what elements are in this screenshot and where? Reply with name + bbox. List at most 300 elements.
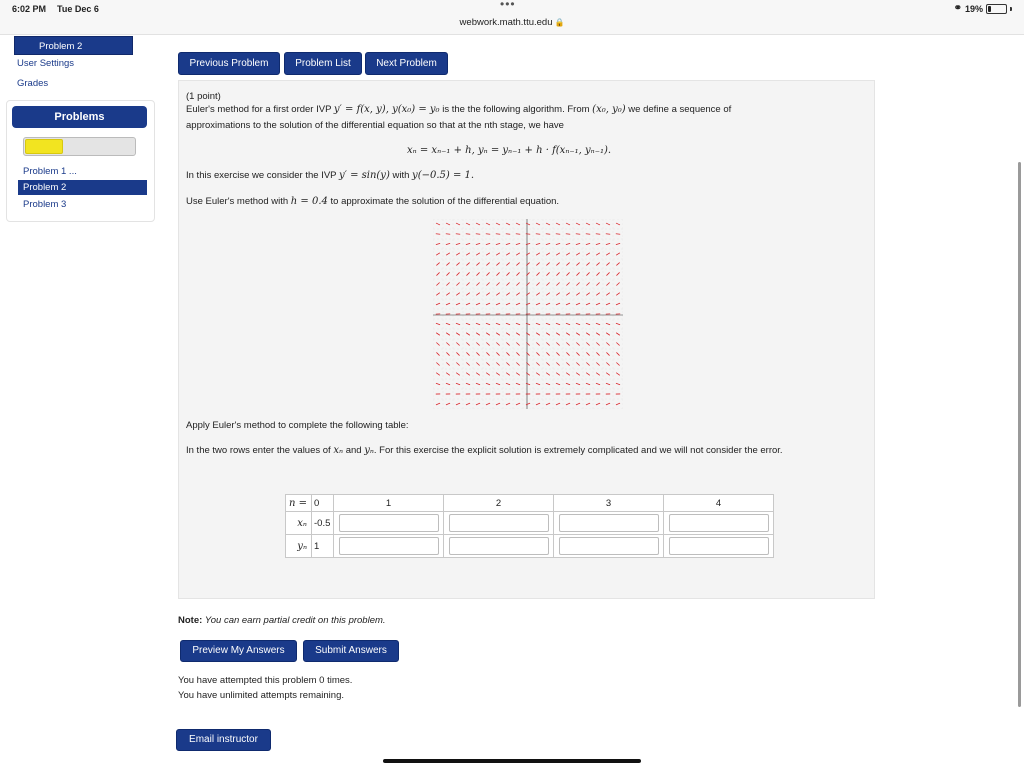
slope-segment xyxy=(596,272,599,275)
slope-segment xyxy=(496,263,499,266)
slope-segment xyxy=(436,243,440,244)
slope-segment xyxy=(486,293,490,296)
slope-segment xyxy=(476,363,479,366)
n-value-3: 3 xyxy=(554,495,664,512)
slope-segment xyxy=(616,223,620,225)
slope-segment xyxy=(466,263,469,266)
address-bar[interactable] xyxy=(0,17,1024,28)
slope-segment xyxy=(586,263,589,266)
slope-segment xyxy=(566,363,569,366)
slope-segment xyxy=(446,373,450,376)
problem-panel xyxy=(178,80,875,599)
slope-segment xyxy=(616,403,620,405)
slope-segment xyxy=(466,272,469,275)
battery-level xyxy=(988,6,991,12)
slope-segment xyxy=(496,363,499,366)
x2-input[interactable] xyxy=(449,514,549,532)
slope-segment xyxy=(506,352,509,355)
slope-segment xyxy=(506,263,509,266)
multitask-dots[interactable]: ••• xyxy=(500,0,516,11)
slope-segment xyxy=(446,383,450,385)
slope-segment xyxy=(466,223,470,225)
slope-segment xyxy=(546,343,549,346)
sidebar-grades[interactable]: Grades xyxy=(17,78,49,89)
slope-segment xyxy=(476,383,480,385)
slope-segment xyxy=(586,383,590,385)
slope-segment xyxy=(616,253,620,255)
slope-segment xyxy=(466,383,470,385)
slope-segment xyxy=(576,383,580,385)
slope-segment xyxy=(536,383,540,385)
slope-segment xyxy=(496,243,500,244)
submit-answers-button[interactable]: Submit Answers xyxy=(303,640,399,662)
slope-segment xyxy=(596,282,599,285)
slope-segment xyxy=(456,333,460,335)
slope-segment xyxy=(466,303,470,305)
slope-segment xyxy=(536,223,540,225)
slope-segment xyxy=(596,303,600,305)
slope-segment xyxy=(526,403,530,405)
slope-segment xyxy=(466,293,470,296)
sidebar-item-problem-1[interactable]: Problem 1 ... xyxy=(23,166,77,177)
slope-segment xyxy=(506,373,510,376)
slope-segment xyxy=(616,373,620,376)
slope-segment xyxy=(436,403,440,405)
slope-segment xyxy=(616,293,620,296)
slope-segment xyxy=(526,223,530,225)
slope-segment xyxy=(556,333,560,335)
attempts-line1: You have attempted this problem 0 times. xyxy=(178,675,353,686)
slope-segment xyxy=(546,403,550,405)
slope-segment xyxy=(506,343,509,346)
slope-segment xyxy=(506,363,509,366)
slope-segment xyxy=(586,323,590,324)
x0-value: -0.5 xyxy=(312,512,334,535)
rows-text-2: . For this exercise the explicit solution is extremely complicated and we will not consider the error. xyxy=(373,445,783,456)
slope-segment xyxy=(606,282,609,285)
slope-segment xyxy=(576,263,579,266)
slope-segment xyxy=(596,352,599,355)
slope-segment xyxy=(586,403,590,405)
problem-list-button[interactable]: Problem List xyxy=(284,52,362,75)
slope-segment xyxy=(506,383,510,385)
slope-segment xyxy=(446,352,449,355)
slope-segment xyxy=(506,243,510,244)
slope-segment xyxy=(576,363,579,366)
slope-segment xyxy=(536,352,539,355)
rows-and: and xyxy=(345,445,362,456)
previous-problem-button[interactable]: Previous Problem xyxy=(178,52,280,75)
slope-segment xyxy=(436,343,439,346)
slope-segment xyxy=(546,282,549,285)
slope-segment xyxy=(456,403,460,405)
slope-segment xyxy=(506,282,509,285)
email-instructor-button[interactable]: Email instructor xyxy=(176,729,271,751)
slope-segment xyxy=(516,403,520,405)
slope-segment xyxy=(516,243,520,244)
slope-segment xyxy=(576,272,579,275)
slope-segment xyxy=(476,343,479,346)
slope-segment xyxy=(616,383,620,385)
use-line xyxy=(186,196,559,207)
slope-segment xyxy=(546,223,550,225)
slope-segment xyxy=(606,272,609,275)
problems-heading: Problems xyxy=(12,106,147,128)
slope-segment xyxy=(616,343,619,346)
slope-segment xyxy=(476,263,479,266)
slope-segment xyxy=(496,343,499,346)
x3-input[interactable] xyxy=(559,514,659,532)
slope-segment xyxy=(526,303,530,305)
slope-segment xyxy=(586,352,589,355)
slope-segment xyxy=(566,352,569,355)
slope-segment xyxy=(456,373,460,376)
slope-segment xyxy=(596,223,600,225)
slope-segment xyxy=(486,403,490,405)
slope-segment xyxy=(606,403,610,405)
ivp-equation: y′ = f(x, y), y(x₀) = y₀ xyxy=(333,104,440,115)
slope-segment xyxy=(566,373,570,376)
slope-segment xyxy=(466,282,469,285)
rows-xn: xₙ xyxy=(333,445,344,456)
slope-segment xyxy=(596,373,600,376)
y3-input[interactable] xyxy=(559,537,659,555)
problems-panel xyxy=(6,100,155,222)
slope-segment xyxy=(596,363,599,366)
problem-intro-line1 xyxy=(186,104,731,115)
slope-segment xyxy=(446,282,449,285)
slope-segment xyxy=(596,243,600,244)
battery-icon xyxy=(986,4,1007,14)
use-text-1: Use Euler's method with xyxy=(186,196,289,207)
slope-segment xyxy=(486,373,490,376)
slope-segment xyxy=(516,253,520,255)
slope-segment xyxy=(616,243,620,244)
slope-segment xyxy=(546,333,550,335)
slope-segment xyxy=(616,323,620,324)
slope-segment xyxy=(566,223,570,225)
slope-segment xyxy=(566,253,570,255)
slope-segment xyxy=(496,352,499,355)
slope-segment xyxy=(436,223,440,225)
slope-segment xyxy=(486,243,490,244)
slope-segment xyxy=(576,352,579,355)
progress-bar xyxy=(23,137,136,156)
slope-segment xyxy=(586,333,590,335)
status-time: 6:02 PM xyxy=(12,4,47,14)
slope-segment xyxy=(606,303,610,305)
slope-segment xyxy=(606,243,610,244)
slope-segment xyxy=(556,243,560,244)
slope-segment xyxy=(496,403,500,405)
slope-segment xyxy=(606,323,610,324)
slope-segment xyxy=(616,303,620,305)
slope-segment xyxy=(596,333,600,335)
y1-input[interactable] xyxy=(339,537,439,555)
slope-segment xyxy=(486,282,489,285)
slope-segment xyxy=(586,272,589,275)
slope-segment xyxy=(576,293,580,296)
slope-segment xyxy=(556,352,559,355)
slope-segment xyxy=(496,253,500,255)
slope-segment xyxy=(446,403,450,405)
slope-segment xyxy=(536,293,540,296)
n-value-2: 2 xyxy=(444,495,554,512)
slope-segment xyxy=(606,363,609,366)
preview-answers-button[interactable]: Preview My Answers xyxy=(180,640,297,662)
slope-segment xyxy=(566,282,569,285)
scroll-indicator[interactable] xyxy=(1018,162,1021,707)
slope-segment xyxy=(466,333,470,335)
slope-segment xyxy=(476,333,480,335)
slope-segment xyxy=(576,243,580,244)
slope-segment xyxy=(486,303,490,305)
slope-segment xyxy=(556,263,559,266)
slope-segment xyxy=(536,363,539,366)
next-problem-button[interactable]: Next Problem xyxy=(365,52,448,75)
slope-segment xyxy=(496,373,500,376)
slope-segment xyxy=(496,303,500,305)
slope-segment xyxy=(456,383,460,385)
slope-segment xyxy=(466,343,469,346)
slope-segment xyxy=(526,323,530,324)
slope-segment xyxy=(566,272,569,275)
slope-segment xyxy=(536,253,540,255)
battery-cap xyxy=(1010,7,1012,11)
slope-segment xyxy=(546,373,550,376)
slope-segment xyxy=(436,323,440,324)
browser-status-bar xyxy=(0,0,1024,35)
slope-segment xyxy=(616,263,619,266)
slope-segment xyxy=(616,272,619,275)
slope-segment xyxy=(496,333,500,335)
slope-segment xyxy=(506,223,510,225)
slope-segment xyxy=(546,243,550,244)
slope-segment xyxy=(456,343,459,346)
slope-segment xyxy=(616,352,619,355)
slope-segment xyxy=(576,323,580,324)
slope-segment xyxy=(456,263,459,266)
slope-segment xyxy=(536,282,539,285)
slope-segment xyxy=(506,403,510,405)
slope-segment xyxy=(546,272,549,275)
sidebar-item-problem-2[interactable]: Problem 2 xyxy=(18,180,147,195)
slope-segment xyxy=(596,253,600,255)
attempts-line2: You have unlimited attempts remaining. xyxy=(178,690,344,701)
x1-input[interactable] xyxy=(339,514,439,532)
slope-segment xyxy=(606,333,610,335)
slope-segment xyxy=(606,263,609,266)
slope-segment xyxy=(566,303,570,305)
use-text-2: to approximate the solution of the differential equation. xyxy=(330,196,560,207)
slope-segment xyxy=(466,403,470,405)
slope-segment xyxy=(516,373,520,376)
rows-instruction xyxy=(186,445,783,456)
slope-segment xyxy=(476,253,480,255)
progress-fill xyxy=(25,139,63,154)
y2-input[interactable] xyxy=(449,537,549,555)
slope-segment xyxy=(516,343,519,346)
initial-condition: y(−0.5) = 1. xyxy=(412,170,475,181)
slope-segment xyxy=(506,293,510,296)
slope-segment xyxy=(446,363,449,366)
consider-line xyxy=(186,170,474,181)
slope-segment xyxy=(556,282,559,285)
sidebar-item-problem-3[interactable]: Problem 3 xyxy=(23,199,67,210)
slope-segment xyxy=(466,352,469,355)
slope-segment xyxy=(536,403,540,405)
slope-segment xyxy=(586,363,589,366)
slope-segment xyxy=(556,343,559,346)
slope-segment xyxy=(496,293,500,296)
slope-segment xyxy=(446,293,450,296)
slope-segment xyxy=(596,263,599,266)
step-size: h = 0.4 xyxy=(290,196,328,207)
slope-segment xyxy=(616,363,619,366)
euler-table xyxy=(285,494,774,558)
slope-segment xyxy=(516,293,520,296)
slope-segment xyxy=(456,223,460,225)
slope-segment xyxy=(506,272,509,275)
slope-segment xyxy=(536,323,540,324)
sidebar-user-settings[interactable]: User Settings xyxy=(17,58,75,69)
slope-segment xyxy=(596,293,600,296)
slope-segment xyxy=(446,253,450,255)
slope-segment xyxy=(476,293,480,296)
consider-text-2: with xyxy=(392,170,410,181)
slope-segment xyxy=(446,303,450,305)
n-value-1: 1 xyxy=(334,495,444,512)
slope-segment xyxy=(436,282,439,285)
slope-segment xyxy=(586,282,589,285)
slope-segment xyxy=(446,243,450,244)
slope-segment xyxy=(546,303,550,305)
slope-segment xyxy=(486,272,489,275)
x4-input[interactable] xyxy=(669,514,769,532)
slope-segment xyxy=(486,383,490,385)
slope-segment xyxy=(556,272,559,275)
slope-segment xyxy=(576,282,579,285)
slope-segment xyxy=(556,363,559,366)
slope-segment xyxy=(576,333,580,335)
slope-segment xyxy=(546,352,549,355)
slope-segment xyxy=(496,383,500,385)
intro-text-3: we define a sequence of xyxy=(628,104,732,115)
slope-segment xyxy=(486,363,489,366)
slope-field-arrows xyxy=(436,223,620,405)
apply-instruction: Apply Euler's method to complete the following table: xyxy=(186,420,409,431)
slope-segment xyxy=(446,263,449,266)
rows-text-1: In the two rows enter the values of xyxy=(186,445,331,456)
slope-segment xyxy=(516,282,519,285)
link-icon: ⚭ xyxy=(953,3,962,14)
slope-segment xyxy=(456,243,460,244)
slope-segment xyxy=(526,383,530,385)
slope-segment xyxy=(586,293,590,296)
status-indicators xyxy=(954,3,1012,14)
slope-segment xyxy=(556,293,560,296)
slope-segment xyxy=(526,243,530,244)
slope-segment xyxy=(606,383,610,385)
y4-input[interactable] xyxy=(669,537,769,555)
slope-segment xyxy=(566,293,570,296)
slope-segment xyxy=(566,403,570,405)
home-indicator[interactable] xyxy=(383,759,641,763)
slope-segment xyxy=(486,333,490,335)
slope-segment xyxy=(456,282,459,285)
slope-segment xyxy=(576,403,580,405)
slope-segment xyxy=(586,303,590,305)
slope-field-graph xyxy=(433,219,623,409)
slope-segment xyxy=(556,253,560,255)
slope-segment xyxy=(596,343,599,346)
slope-segment xyxy=(566,243,570,244)
y0-value: 1 xyxy=(312,535,334,558)
slope-segment xyxy=(536,263,539,266)
slope-segment xyxy=(436,272,439,275)
x-row-label: xₙ xyxy=(286,512,312,535)
partial-credit-note xyxy=(178,615,386,626)
slope-segment xyxy=(546,383,550,385)
slope-segment xyxy=(606,253,610,255)
slope-segment xyxy=(516,323,520,324)
slope-segment xyxy=(456,303,460,305)
slope-segment xyxy=(486,323,490,324)
slope-segment xyxy=(456,323,460,324)
slope-segment xyxy=(476,403,480,405)
slope-segment xyxy=(586,343,589,346)
slope-segment xyxy=(486,253,490,255)
slope-segment xyxy=(516,352,519,355)
slope-segment xyxy=(536,272,539,275)
slope-segment xyxy=(476,272,479,275)
slope-segment xyxy=(536,373,540,376)
recurrence-formula: xₙ = xₙ₋₁ + h, yₙ = yₙ₋₁ + h · f(xₙ₋₁, yₙ₋₁). xyxy=(407,145,612,156)
slope-segment xyxy=(456,293,460,296)
slope-segment xyxy=(476,223,480,225)
slope-segment xyxy=(576,343,579,346)
slope-segment xyxy=(556,223,560,225)
slope-segment xyxy=(586,373,590,376)
slope-segment xyxy=(546,263,549,266)
slope-segment xyxy=(516,383,520,385)
url-text[interactable]: webwork.math.ttu.edu xyxy=(459,17,553,28)
slope-segment xyxy=(496,282,499,285)
slope-segment xyxy=(456,272,459,275)
slope-segment xyxy=(566,343,569,346)
slope-segment xyxy=(436,363,439,366)
slope-segment xyxy=(516,272,519,275)
slope-segment xyxy=(496,323,500,324)
slope-segment xyxy=(466,253,470,255)
slope-segment xyxy=(486,352,489,355)
slope-segment xyxy=(546,253,550,255)
slope-segment xyxy=(606,343,609,346)
slope-segment xyxy=(446,343,449,346)
slope-segment xyxy=(616,333,620,335)
slope-segment xyxy=(536,303,540,305)
note-label: Note: xyxy=(178,615,203,626)
slope-segment xyxy=(586,243,590,244)
slope-segment xyxy=(616,282,619,285)
slope-segment xyxy=(436,303,440,305)
slope-segment xyxy=(466,363,469,366)
slope-segment xyxy=(496,272,499,275)
slope-segment xyxy=(486,343,489,346)
status-date: Tue Dec 6 xyxy=(57,4,99,14)
sidebar-current-problem[interactable]: Problem 2 xyxy=(14,36,133,55)
slope-segment xyxy=(606,293,610,296)
